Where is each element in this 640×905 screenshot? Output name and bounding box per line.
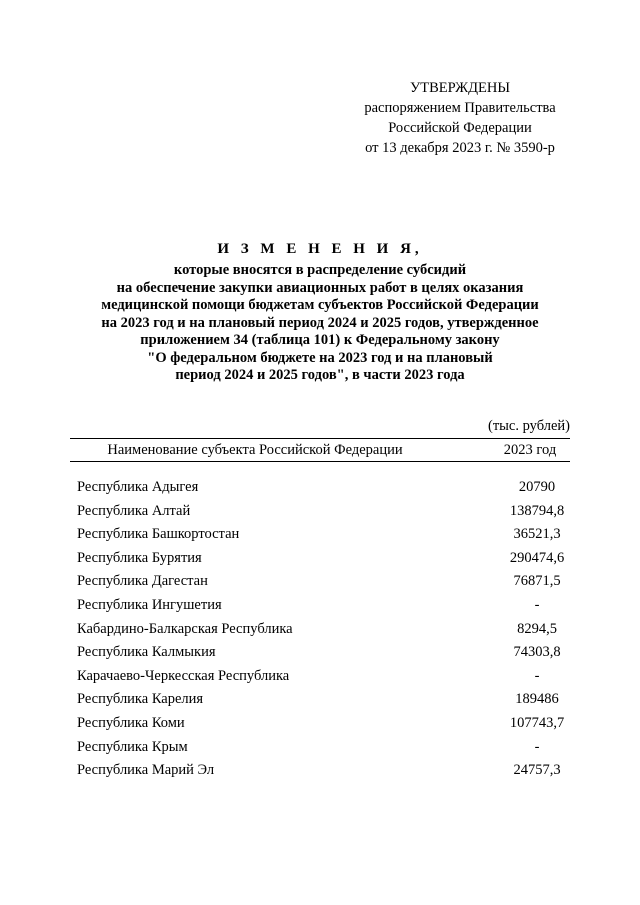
approval-line-date: от 13 декабря 2023 г. № 3590-р <box>365 140 555 156</box>
row-subject-name: Республика Коми <box>77 714 185 731</box>
row-value: 107743,7 <box>509 714 565 731</box>
table-row <box>77 712 567 736</box>
title-line: период 2024 и 2025 годов", в части 2023 года <box>175 367 465 383</box>
document-title <box>60 238 580 385</box>
approval-stamp <box>330 78 590 158</box>
row-subject-name: Республика Бурятия <box>77 549 202 566</box>
title-line: на 2023 год и на плановый период 2024 и 2025 годов, утвержденное <box>101 314 539 331</box>
table-row <box>77 688 567 712</box>
row-value: 8294,5 <box>517 620 557 637</box>
row-subject-name: Республика Адыгея <box>77 479 199 495</box>
row-subject-name: Республика Калмыкия <box>77 644 216 661</box>
row-subject-name: Кабардино-Балкарская Республика <box>77 620 293 637</box>
row-value: 76871,5 <box>513 573 561 590</box>
row-value: 290474,6 <box>509 549 565 566</box>
row-value: 24757,3 <box>513 762 561 779</box>
header-subject-name: Наименование субъекта Российской Федерации <box>107 442 403 458</box>
row-value: 20790 <box>518 479 556 495</box>
title-heading: И З М Е Н Е Н И Я, <box>217 241 423 257</box>
row-value: - <box>534 596 540 613</box>
title-line: медицинской помощи бюджетам субъектов Российской Федерации <box>101 297 539 313</box>
table-row <box>77 759 567 783</box>
row-subject-name: Карачаево-Черкесская Республика <box>77 667 290 684</box>
row-value: 189486 <box>515 691 559 708</box>
title-line: "О федеральном бюджете на 2023 год и на плановый <box>147 349 493 366</box>
approval-line-authority: Российской Федерации <box>388 120 532 136</box>
row-value: 138794,8 <box>509 502 565 519</box>
row-subject-name: Республика Крым <box>77 738 188 755</box>
units-label: (тыс. рублей) <box>488 418 570 434</box>
row-subject-name: Республика Башкортостан <box>77 526 240 543</box>
row-subject-name: Республика Алтай <box>77 502 191 519</box>
row-subject-name: Республика Ингушетия <box>77 596 222 613</box>
row-subject-name: Республика Марий Эл <box>77 762 215 779</box>
title-line: приложением 34 (таблица 101) к Федеральному закону <box>140 332 500 348</box>
row-subject-name: Республика Карелия <box>77 691 204 708</box>
title-line: на обеспечение закупки авиационных работ в целях оказания <box>116 279 524 296</box>
table-header <box>70 438 570 462</box>
table-row <box>77 476 567 500</box>
title-subtitle <box>60 262 580 385</box>
table-row <box>77 618 567 642</box>
table-row <box>77 500 567 524</box>
row-value: - <box>534 738 540 755</box>
approval-line-order: распоряжением Правительства <box>364 100 556 116</box>
header-year: 2023 год <box>503 442 557 458</box>
row-value: 36521,3 <box>513 526 561 543</box>
row-value: 74303,8 <box>513 644 561 661</box>
approval-heading: УТВЕРЖДЕНЫ <box>409 80 511 96</box>
table-row <box>77 665 567 689</box>
row-subject-name: Республика Дагестан <box>77 573 208 590</box>
row-value: - <box>534 667 540 684</box>
table-row <box>77 736 567 760</box>
table-row <box>77 641 567 665</box>
table-body <box>77 476 567 783</box>
title-line: которые вносятся в распределение субсидий <box>173 262 467 278</box>
table-row <box>77 547 567 571</box>
table-row <box>77 594 567 618</box>
table-row <box>77 523 567 547</box>
table-row <box>77 570 567 594</box>
